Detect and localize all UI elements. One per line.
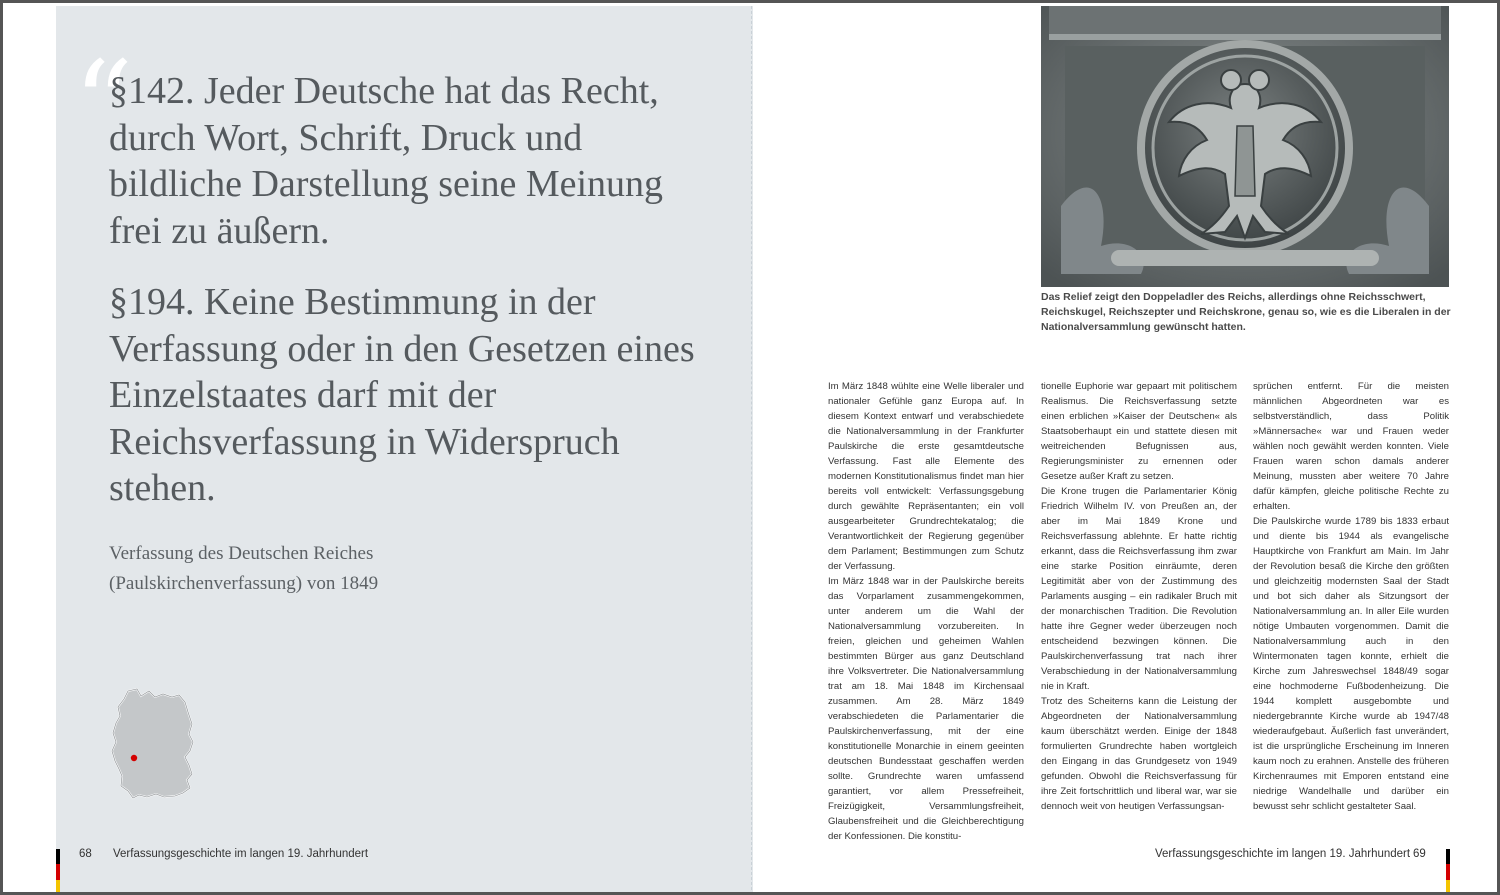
column-2-paragraph-2: Die Krone trugen die Parlamentarier König Friedrich Wilhelm IV. von Preußen an, der aber im Mai 1849 Krone und Reichsverfassung ablehnte. Er hatte richtig erkannt, dass die Reichsverfassung ihm zwar eine starke Position einräumte, deren Legitimität aber von der Zustimmung des Parlaments ausging – ein radikaler Bruch mit der monarchischen Tradition. Die Revolution hatte ihre Gegner weder überzeugen noch entscheidend bezwingen können. Die Paulskirchenverfassung trat nach ihrer Verabschiedung in der Nationalversammlung nie in Kraft. [1041, 486, 1237, 692]
double-eagle-relief-photo [1041, 6, 1449, 287]
running-title-right: Verfassungsgeschichte im langen 19. Jahrhundert [1155, 848, 1411, 860]
text-column-3 [1253, 379, 1449, 814]
page-number-left: 68 [79, 848, 92, 860]
quote-mark-icon: “ [73, 35, 134, 173]
frankfurt-marker [131, 755, 137, 761]
column-3-paragraph-2: Die Paulskirche wurde 1789 bis 1833 erbaut und diente bis 1944 als evangelische Hauptkirche von Frankfurt am Main. Im Jahr der Revolution besaß die Kirche den größten und gleichzeitig modernsten Saal der Stadt und bot sich daher als Sitzungsort der Nationalversammlung an. In aller Eile wurden nötige Umbauten vorgenommen. Damit die Nationalversammlung auch in den Wintermonaten tagen konnte, erhielt die Kirche zum Jahreswechsel 1848/49 sogar eine hochmoderne Fußbodenheizung. Die 1944 komplett ausgebombte und niedergebrannte Kirche wurde ab 1947/48 wiederaufgebaut. Äußerlich fast unverändert, ist die ursprüngliche Erscheinung im Inneren kaum noch zu erahnen. Anstelle des früheren Kirchenraumes mit Emporen entstand eine niedrige Wandelhalle und darüber ein bewusst sehr schlicht gestalteter Saal. [1253, 516, 1449, 812]
running-title-left: Verfassungsgeschichte im langen 19. Jahrhundert [113, 848, 369, 860]
quote-source-line-1: Verfassung des Deutschen Reiches [109, 543, 374, 564]
relief-illustration [1041, 6, 1449, 287]
column-2-paragraph-3: Trotz des Scheiterns kann die Leistung der Abgeordneten der Nationalversammlung kaum überschätzt werden. Einige der 1848 formulierten Grundrechte haben wortgleich den Eingang in das Grundgesetz von 1949 gefunden. Obwohl die Reichsverfassung für ihre Zeit fortschrittlich und liberal war, war sie dennoch weit von heutigen Verfassungsan- [1041, 696, 1237, 812]
page-number-right: 69 [1413, 848, 1426, 860]
column-1-paragraph-2: Im März 1848 war in der Paulskirche bereits das Vorparlament zusammengekommen, unter anderem um die Wahl der Nationalversammlung vorzubereiten. In freien, gleichen und geheimen Wahlen bestimmten Bürger aus ganz Deutschland ihre Volksvertreter. Die Nationalversammlung trat am 18. Mai 1848 im Kirchensaal zusammen. Am 28. März 1849 verabschiedeten die Parlamentarier die Paulskirchenverfassung, mit der eine konstitutionelle Monarchie in einem geeinten deutschen Bundesstaat geschaffen werden sollte. Grundrechte waren umfassend garantiert, vor allem Pressefreiheit, Freizügigkeit, Versammlungsfreiheit, Glaubensfreiheit und die Gleichberechtigung der Konfessionen. Die konstitu- [828, 576, 1024, 842]
column-1-paragraph-1: Im März 1848 wühlte eine Welle liberaler und nationaler Gefühle ganz Europa auf. In diesem Kontext entwarf und verabschiedete die Nationalversammlung in der Frankfurter Paulskirche die erste gesamtdeutsche Verfassung. Fast alle Elemente des modernen Konstitutionalismus findet man hier bereits voll entwickelt: Verfassungsgebung durch gewählte Repräsentanten; ein voll ausgearbeiteter Grundrechtekatalog; die Verantwortlichkeit der Regierung gegenüber dem Parlament; Bestimmungen zum Schutz der Verfassung. [828, 381, 1024, 572]
flag-bar-left [56, 849, 60, 895]
quote-source-line-2: (Paulskirchenverfassung) von 1849 [109, 573, 379, 594]
quote-paragraph-142: §142. Jeder Deutsche hat das Recht, durch Wort, Schrift, Druck und bildliche Darstellung seine Meinung frei zu äußern. [109, 70, 664, 252]
germany-map-icon [106, 685, 200, 801]
quote-source [109, 539, 609, 599]
column-2-paragraph-1: tionelle Euphorie war gepaart mit politischem Realismus. Die Reichsverfassung setzte einen erblichen »Kaiser der Deutschen« als Staatsoberhaupt ein und stattete diesen mit weitreichenden Befugnissen aus, Regierungsminister zu ernennen oder Gesetze außer Kraft zu setzen. [1041, 381, 1237, 482]
photo-caption: Das Relief zeigt den Doppeladler des Reichs, allerdings ohne Reichsschwert, Reichskugel, Reichszepter und Reichskrone, genau so, wie es die Liberalen in der Nationalversammlung gewünscht hatten. [1041, 291, 1451, 333]
text-column-2 [1041, 379, 1237, 814]
column-3-paragraph-1: sprüchen entfernt. Für die meisten männlichen Abgeordneten war es selbstverständlich, dass Politik »Männersache« war und Frauen weder wählen noch gewählt werden konnten. Viele Frauen waren schon damals anderer Meinung, mussten aber weitere 70 Jahre dafür kämpfen, gleiche politische Rechte zu erhalten. [1253, 381, 1449, 512]
text-column-1 [828, 379, 1024, 844]
quote-paragraph-194: §194. Keine Bestimmung in der Verfassung oder in den Gesetzen eines Einzelstaates darf mit der Reichsverfassung in Widerspruch stehen. [109, 281, 695, 509]
page-gutter [751, 6, 752, 895]
flag-bar-right [1446, 849, 1450, 895]
